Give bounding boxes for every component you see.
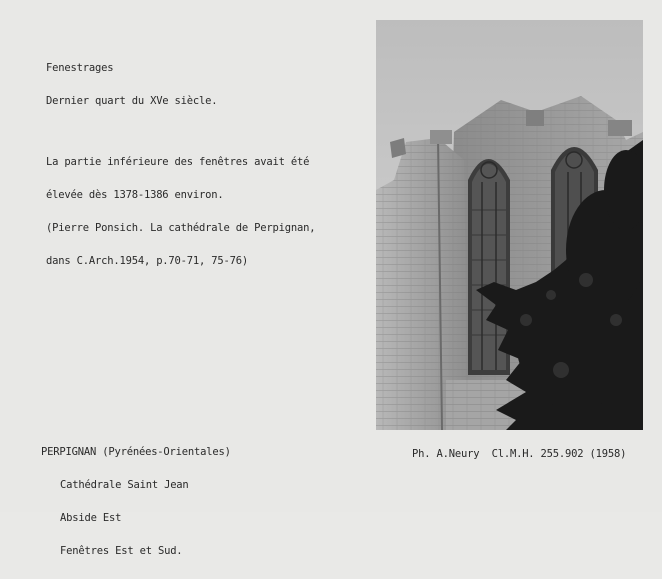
location-line: PERPIGNAN (Pyrénées-Orientales) [41,446,231,458]
location-caption [41,425,231,579]
detail-line: Fenêtres Est et Sud. [60,545,183,557]
monument-line: Cathédrale Saint Jean [60,479,189,491]
caption-note-line-1: La partie inférieure des fenêtres avait été [46,156,310,168]
photo-credit: Ph. A.Neury Cl.M.H. 255.902 (1958) [412,448,627,460]
caption-note-line-2: élevée dès 1378-1386 environ. [46,189,224,201]
part-line: Abside Est [60,512,122,524]
caption-reference-line-1: (Pierre Ponsich. La cathédrale de Perpignan, [46,222,316,234]
cathedral-apse-photo [376,20,643,430]
caption-notes [46,41,315,289]
caption-reference-line-2: dans C.Arch.1954, p.70-71, 75-76) [46,255,249,267]
caption-date: Dernier quart du XVe siècle. [46,95,218,107]
caption-title: Fenestrages [46,62,114,74]
